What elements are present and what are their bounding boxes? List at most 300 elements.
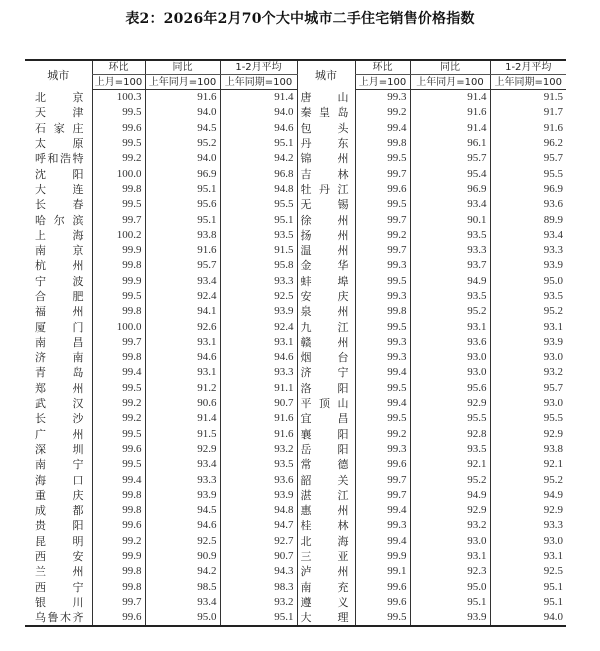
table-row bbox=[25, 166, 566, 181]
mom-value: 99.5 bbox=[92, 289, 145, 304]
table-row bbox=[25, 350, 566, 365]
mom-value: 99.4 bbox=[92, 365, 145, 380]
mom-value: 99.2 bbox=[355, 427, 410, 442]
yoy-value: 95.1 bbox=[145, 212, 220, 227]
mom-value: 99.6 bbox=[92, 121, 145, 136]
mom-value: 99.9 bbox=[355, 549, 410, 564]
avg-value: 93.3 bbox=[220, 274, 297, 289]
city-name: 泸州 bbox=[297, 564, 355, 579]
yoy-value: 90.1 bbox=[410, 212, 490, 227]
avg-value: 94.3 bbox=[220, 564, 297, 579]
avg-value: 93.3 bbox=[490, 243, 566, 258]
table-row bbox=[25, 610, 566, 626]
mom-value: 99.8 bbox=[355, 136, 410, 151]
yoy-value: 94.6 bbox=[145, 518, 220, 533]
mom-value: 99.6 bbox=[92, 610, 145, 626]
yoy-value: 95.6 bbox=[145, 197, 220, 212]
table-row bbox=[25, 136, 566, 151]
yoy-value: 91.4 bbox=[410, 121, 490, 136]
avg-value: 98.3 bbox=[220, 580, 297, 595]
mom-value: 99.7 bbox=[355, 212, 410, 227]
mom-value: 99.8 bbox=[92, 304, 145, 319]
header-yoy-base-right: 上年同月=100 bbox=[410, 75, 490, 90]
yoy-value: 94.9 bbox=[410, 488, 490, 503]
yoy-value: 91.6 bbox=[145, 243, 220, 258]
table-row bbox=[25, 182, 566, 197]
avg-value: 92.1 bbox=[490, 457, 566, 472]
city-name: 韶关 bbox=[297, 472, 355, 487]
avg-value: 96.9 bbox=[490, 182, 566, 197]
mom-value: 99.5 bbox=[355, 274, 410, 289]
avg-value: 93.0 bbox=[490, 534, 566, 549]
yoy-value: 95.6 bbox=[410, 381, 490, 396]
city-name: 湛江 bbox=[297, 488, 355, 503]
city-name: 厦门 bbox=[35, 320, 84, 334]
mom-value: 99.8 bbox=[92, 182, 145, 197]
city-name: 长春 bbox=[35, 198, 84, 212]
city-name: 三亚 bbox=[297, 549, 355, 564]
yoy-value: 91.5 bbox=[145, 427, 220, 442]
avg-value: 93.9 bbox=[490, 335, 566, 350]
table-row bbox=[25, 151, 566, 166]
avg-value: 95.2 bbox=[490, 472, 566, 487]
header-yoy: 同比 bbox=[145, 60, 220, 75]
table-row bbox=[25, 442, 566, 457]
city-name: 惠州 bbox=[297, 503, 355, 518]
mom-value: 99.8 bbox=[355, 304, 410, 319]
city-name: 南充 bbox=[297, 580, 355, 595]
mom-value: 99.6 bbox=[355, 182, 410, 197]
header-avg-base-right: 上年同期=100 bbox=[490, 75, 566, 90]
table-row bbox=[25, 197, 566, 212]
mom-value: 99.2 bbox=[92, 534, 145, 549]
mom-value: 99.5 bbox=[92, 457, 145, 472]
city-name: 赣州 bbox=[297, 335, 355, 350]
yoy-value: 91.4 bbox=[145, 411, 220, 426]
yoy-value: 94.6 bbox=[145, 350, 220, 365]
avg-value: 92.7 bbox=[220, 534, 297, 549]
city-name: 宜昌 bbox=[297, 411, 355, 426]
header-mom-right: 环比 bbox=[355, 60, 410, 75]
table-row bbox=[25, 319, 566, 334]
avg-value: 94.0 bbox=[220, 105, 297, 120]
city-name: 九江 bbox=[297, 319, 355, 334]
city-name: 重庆 bbox=[35, 488, 84, 502]
avg-value: 91.4 bbox=[220, 90, 297, 106]
table-row bbox=[25, 243, 566, 258]
mom-value: 99.8 bbox=[92, 350, 145, 365]
mom-value: 99.8 bbox=[92, 580, 145, 595]
city-name: 昆明 bbox=[35, 534, 84, 548]
avg-value: 95.7 bbox=[490, 151, 566, 166]
yoy-value: 93.1 bbox=[410, 549, 490, 564]
city-name: 济宁 bbox=[297, 365, 355, 380]
yoy-value: 92.9 bbox=[410, 396, 490, 411]
avg-value: 92.9 bbox=[490, 427, 566, 442]
table-row bbox=[25, 472, 566, 487]
yoy-value: 93.3 bbox=[145, 472, 220, 487]
mom-value: 99.6 bbox=[92, 518, 145, 533]
avg-value: 93.1 bbox=[490, 549, 566, 564]
avg-value: 95.2 bbox=[490, 304, 566, 319]
yoy-value: 95.7 bbox=[145, 258, 220, 273]
avg-value: 94.8 bbox=[220, 182, 297, 197]
mom-value: 99.4 bbox=[355, 121, 410, 136]
table-row bbox=[25, 549, 566, 564]
header-avg: 1-2月平均 bbox=[220, 60, 297, 75]
avg-value: 93.0 bbox=[490, 396, 566, 411]
yoy-value: 95.1 bbox=[410, 595, 490, 610]
mom-value: 99.2 bbox=[355, 105, 410, 120]
avg-value: 93.6 bbox=[220, 472, 297, 487]
yoy-value: 93.9 bbox=[145, 488, 220, 503]
mom-value: 99.5 bbox=[92, 427, 145, 442]
city-name: 徐州 bbox=[297, 212, 355, 227]
avg-value: 92.5 bbox=[490, 564, 566, 579]
mom-value: 99.7 bbox=[355, 472, 410, 487]
avg-value: 90.7 bbox=[220, 549, 297, 564]
yoy-value: 93.5 bbox=[410, 289, 490, 304]
yoy-value: 92.8 bbox=[410, 427, 490, 442]
city-name: 成都 bbox=[35, 504, 84, 518]
city-name: 北海 bbox=[297, 534, 355, 549]
yoy-value: 93.5 bbox=[410, 228, 490, 243]
city-name: 岳阳 bbox=[297, 442, 355, 457]
city-name: 金华 bbox=[297, 258, 355, 273]
yoy-value: 95.4 bbox=[410, 166, 490, 181]
header-avg-right: 1-2月平均 bbox=[490, 60, 566, 75]
table-row bbox=[25, 411, 566, 426]
mom-value: 99.5 bbox=[92, 136, 145, 151]
yoy-value: 90.9 bbox=[145, 549, 220, 564]
avg-value: 93.2 bbox=[220, 442, 297, 457]
avg-value: 92.5 bbox=[220, 289, 297, 304]
mom-value: 99.8 bbox=[92, 564, 145, 579]
header-city-right: 城市 bbox=[297, 60, 355, 90]
mom-value: 99.4 bbox=[355, 503, 410, 518]
city-name: 武汉 bbox=[35, 397, 84, 411]
avg-value: 94.2 bbox=[220, 151, 297, 166]
mom-value: 99.4 bbox=[355, 365, 410, 380]
city-name: 襄阳 bbox=[297, 427, 355, 442]
yoy-value: 92.9 bbox=[410, 503, 490, 518]
city-name: 西宁 bbox=[35, 580, 84, 594]
avg-value: 93.1 bbox=[490, 319, 566, 334]
avg-value: 95.1 bbox=[220, 136, 297, 151]
avg-value: 93.3 bbox=[490, 518, 566, 533]
table-row bbox=[25, 580, 566, 595]
table-row bbox=[25, 335, 566, 350]
avg-value: 91.5 bbox=[490, 90, 566, 106]
mom-value: 99.5 bbox=[355, 319, 410, 334]
mom-value: 99.7 bbox=[355, 243, 410, 258]
avg-value: 95.1 bbox=[490, 595, 566, 610]
city-name: 南宁 bbox=[35, 458, 84, 472]
yoy-value: 93.0 bbox=[410, 534, 490, 549]
header-yoy-right: 同比 bbox=[410, 60, 490, 75]
yoy-value: 91.6 bbox=[410, 105, 490, 120]
avg-value: 95.1 bbox=[490, 580, 566, 595]
mom-value: 99.6 bbox=[92, 442, 145, 457]
yoy-value: 93.4 bbox=[145, 457, 220, 472]
yoy-value: 92.3 bbox=[410, 564, 490, 579]
table-row bbox=[25, 304, 566, 319]
city-name: 福州 bbox=[35, 305, 84, 319]
avg-value: 94.0 bbox=[490, 610, 566, 626]
yoy-value: 95.2 bbox=[145, 136, 220, 151]
mom-value: 99.9 bbox=[92, 549, 145, 564]
city-name: 海口 bbox=[35, 473, 84, 487]
mom-value: 100.0 bbox=[92, 319, 145, 334]
table-row bbox=[25, 396, 566, 411]
mom-value: 100.2 bbox=[92, 228, 145, 243]
yoy-value: 94.5 bbox=[145, 121, 220, 136]
city-name: 北京 bbox=[35, 90, 84, 104]
yoy-value: 95.5 bbox=[410, 411, 490, 426]
city-name: 秦皇岛 bbox=[297, 105, 355, 120]
avg-value: 95.1 bbox=[220, 610, 297, 626]
city-name: 杭州 bbox=[35, 259, 84, 273]
city-name: 合肥 bbox=[35, 290, 84, 303]
table-title: 表2：2026年2月70个大中城市二手住宅销售价格指数 bbox=[125, 11, 475, 27]
mom-value: 99.5 bbox=[355, 197, 410, 212]
avg-value: 93.9 bbox=[220, 304, 297, 319]
city-name: 郑州 bbox=[35, 381, 84, 395]
mom-value: 99.5 bbox=[355, 411, 410, 426]
city-name: 遵义 bbox=[297, 595, 355, 610]
mom-value: 99.7 bbox=[92, 595, 145, 610]
avg-value: 93.2 bbox=[220, 595, 297, 610]
city-name: 青岛 bbox=[35, 366, 84, 380]
avg-value: 90.7 bbox=[220, 396, 297, 411]
avg-value: 93.3 bbox=[220, 365, 297, 380]
mom-value: 99.7 bbox=[355, 166, 410, 181]
avg-value: 94.7 bbox=[220, 518, 297, 533]
yoy-value: 94.0 bbox=[145, 151, 220, 166]
yoy-value: 92.6 bbox=[145, 319, 220, 334]
mom-value: 99.5 bbox=[92, 381, 145, 396]
yoy-value: 93.1 bbox=[145, 365, 220, 380]
avg-value: 91.6 bbox=[490, 121, 566, 136]
table-row bbox=[25, 534, 566, 549]
yoy-value: 95.2 bbox=[410, 472, 490, 487]
table-row bbox=[25, 518, 566, 533]
avg-value: 96.8 bbox=[220, 166, 297, 181]
city-name: 石家庄 bbox=[35, 121, 84, 135]
city-name: 泉州 bbox=[297, 304, 355, 319]
mom-value: 99.6 bbox=[355, 580, 410, 595]
city-name: 唐山 bbox=[297, 90, 355, 106]
city-name: 平顶山 bbox=[297, 396, 355, 411]
avg-value: 89.9 bbox=[490, 212, 566, 227]
city-name: 桂林 bbox=[297, 518, 355, 533]
table-row bbox=[25, 365, 566, 380]
mom-value: 99.3 bbox=[355, 518, 410, 533]
mom-value: 99.8 bbox=[92, 258, 145, 273]
mom-value: 99.3 bbox=[355, 335, 410, 350]
avg-value: 92.9 bbox=[490, 503, 566, 518]
avg-value: 92.4 bbox=[220, 319, 297, 334]
mom-value: 99.7 bbox=[92, 335, 145, 350]
city-name: 吉林 bbox=[297, 166, 355, 181]
yoy-value: 92.4 bbox=[145, 289, 220, 304]
table-row bbox=[25, 381, 566, 396]
city-name: 南昌 bbox=[35, 335, 84, 349]
avg-value: 95.5 bbox=[220, 197, 297, 212]
avg-value: 91.6 bbox=[220, 427, 297, 442]
city-name: 无锡 bbox=[297, 197, 355, 212]
yoy-value: 96.9 bbox=[410, 182, 490, 197]
mom-value: 99.4 bbox=[355, 396, 410, 411]
avg-value: 93.6 bbox=[490, 197, 566, 212]
yoy-value: 93.1 bbox=[410, 319, 490, 334]
mom-value: 99.7 bbox=[355, 488, 410, 503]
yoy-value: 95.1 bbox=[145, 182, 220, 197]
avg-value: 94.6 bbox=[220, 121, 297, 136]
mom-value: 99.7 bbox=[92, 212, 145, 227]
city-name: 锦州 bbox=[297, 151, 355, 166]
city-name: 上海 bbox=[35, 228, 84, 242]
mom-value: 99.4 bbox=[355, 534, 410, 549]
header-avg-base: 上年同期=100 bbox=[220, 75, 297, 90]
yoy-value: 92.9 bbox=[145, 442, 220, 457]
mom-value: 99.6 bbox=[355, 457, 410, 472]
mom-value: 99.3 bbox=[355, 442, 410, 457]
table-row bbox=[25, 274, 566, 289]
city-name: 乌鲁木齐 bbox=[25, 610, 92, 626]
mom-value: 99.5 bbox=[92, 105, 145, 120]
avg-value: 91.5 bbox=[220, 243, 297, 258]
avg-value: 93.5 bbox=[220, 457, 297, 472]
avg-value: 95.7 bbox=[490, 381, 566, 396]
table-row bbox=[25, 258, 566, 273]
city-name: 沈阳 bbox=[35, 167, 84, 181]
city-name: 蚌埠 bbox=[297, 274, 355, 289]
mom-value: 99.4 bbox=[92, 472, 145, 487]
avg-value: 95.5 bbox=[490, 411, 566, 426]
yoy-value: 94.2 bbox=[145, 564, 220, 579]
mom-value: 99.2 bbox=[92, 396, 145, 411]
avg-value: 94.9 bbox=[490, 488, 566, 503]
city-name: 济南 bbox=[35, 351, 84, 365]
yoy-value: 93.2 bbox=[410, 518, 490, 533]
city-name: 哈尔滨 bbox=[35, 213, 84, 227]
city-name: 牡丹江 bbox=[297, 182, 355, 197]
table-row bbox=[25, 212, 566, 227]
header-mom: 环比 bbox=[92, 60, 145, 75]
yoy-value: 94.5 bbox=[145, 503, 220, 518]
table-row bbox=[25, 457, 566, 472]
mom-value: 99.6 bbox=[355, 595, 410, 610]
mom-value: 100.0 bbox=[92, 166, 145, 181]
yoy-value: 93.6 bbox=[410, 335, 490, 350]
mom-value: 99.3 bbox=[355, 90, 410, 106]
mom-value: 99.3 bbox=[355, 289, 410, 304]
city-name: 温州 bbox=[297, 243, 355, 258]
yoy-value: 91.2 bbox=[145, 381, 220, 396]
yoy-value: 94.0 bbox=[145, 105, 220, 120]
header-city: 城市 bbox=[25, 60, 92, 90]
avg-value: 94.8 bbox=[220, 503, 297, 518]
city-name: 安庆 bbox=[297, 289, 355, 304]
city-name: 包头 bbox=[297, 121, 355, 136]
yoy-value: 93.8 bbox=[145, 228, 220, 243]
price-index-table bbox=[25, 59, 566, 627]
table-row bbox=[25, 90, 566, 106]
yoy-value: 98.5 bbox=[145, 580, 220, 595]
avg-value: 91.1 bbox=[220, 381, 297, 396]
city-name: 常德 bbox=[297, 457, 355, 472]
avg-value: 96.2 bbox=[490, 136, 566, 151]
avg-value: 93.8 bbox=[490, 442, 566, 457]
yoy-value: 95.2 bbox=[410, 304, 490, 319]
city-name: 太原 bbox=[35, 137, 84, 151]
city-name: 呼和浩特 bbox=[35, 152, 84, 166]
city-name: 长沙 bbox=[35, 412, 84, 426]
yoy-value: 96.9 bbox=[145, 166, 220, 181]
avg-value: 95.5 bbox=[490, 166, 566, 181]
yoy-value: 96.1 bbox=[410, 136, 490, 151]
header-mom-base: 上月=100 bbox=[92, 75, 145, 90]
mom-value: 99.3 bbox=[355, 350, 410, 365]
yoy-value: 90.6 bbox=[145, 396, 220, 411]
city-name: 天津 bbox=[35, 106, 84, 120]
city-name: 洛阳 bbox=[297, 381, 355, 396]
yoy-value: 93.4 bbox=[145, 274, 220, 289]
yoy-value: 94.1 bbox=[145, 304, 220, 319]
yoy-value: 95.7 bbox=[410, 151, 490, 166]
city-name: 宁波 bbox=[35, 274, 84, 288]
table-body bbox=[25, 90, 566, 627]
mom-value: 99.5 bbox=[355, 610, 410, 626]
city-name: 银川 bbox=[35, 595, 84, 609]
table-row bbox=[25, 289, 566, 304]
yoy-value: 94.9 bbox=[410, 274, 490, 289]
avg-value: 95.1 bbox=[220, 212, 297, 227]
avg-value: 93.4 bbox=[490, 228, 566, 243]
avg-value: 95.8 bbox=[220, 258, 297, 273]
yoy-value: 93.4 bbox=[145, 595, 220, 610]
yoy-value: 93.1 bbox=[145, 335, 220, 350]
yoy-value: 95.0 bbox=[410, 580, 490, 595]
mom-value: 99.9 bbox=[92, 274, 145, 289]
yoy-value: 93.5 bbox=[410, 442, 490, 457]
avg-value: 91.6 bbox=[220, 411, 297, 426]
yoy-value: 92.5 bbox=[145, 534, 220, 549]
city-name: 贵阳 bbox=[35, 519, 84, 533]
city-name: 丹东 bbox=[297, 136, 355, 151]
table-row bbox=[25, 595, 566, 610]
city-name: 兰州 bbox=[35, 565, 84, 579]
city-name: 深圳 bbox=[35, 442, 84, 456]
table-row bbox=[25, 503, 566, 518]
mom-value: 99.2 bbox=[92, 151, 145, 166]
city-name: 扬州 bbox=[297, 228, 355, 243]
yoy-value: 93.3 bbox=[410, 243, 490, 258]
table-row bbox=[25, 427, 566, 442]
city-name: 西安 bbox=[35, 550, 84, 564]
city-name: 大理 bbox=[297, 610, 355, 626]
mom-value: 99.9 bbox=[92, 243, 145, 258]
city-name: 烟台 bbox=[297, 350, 355, 365]
city-name: 南京 bbox=[35, 244, 84, 258]
avg-value: 93.5 bbox=[220, 228, 297, 243]
yoy-value: 91.4 bbox=[410, 90, 490, 106]
avg-value: 93.0 bbox=[490, 350, 566, 365]
avg-value: 93.1 bbox=[220, 335, 297, 350]
header-yoy-base: 上年同月=100 bbox=[145, 75, 220, 90]
avg-value: 95.0 bbox=[490, 274, 566, 289]
